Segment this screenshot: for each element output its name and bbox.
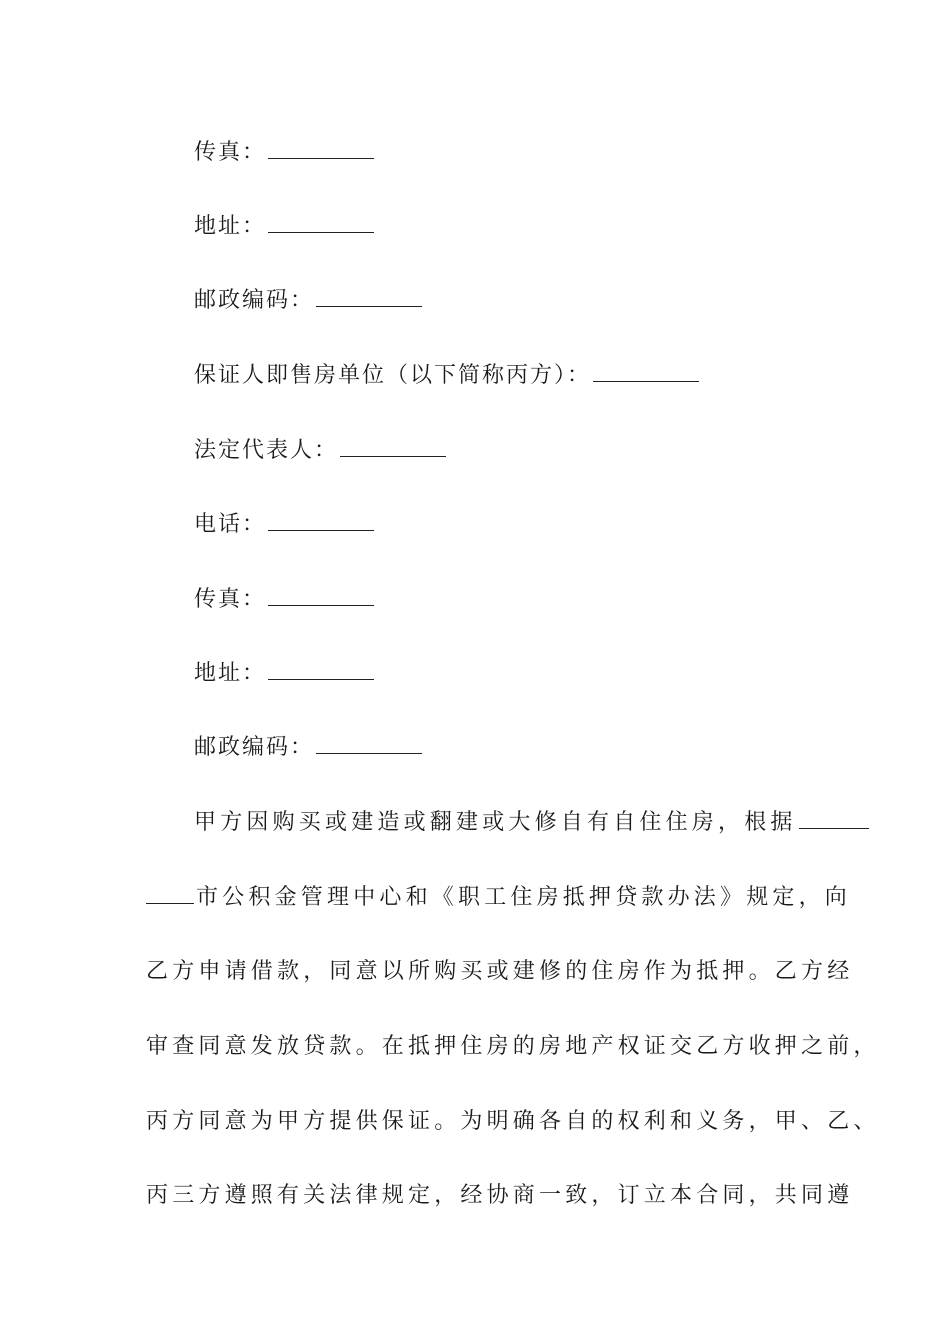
field-label: 地址：	[194, 661, 267, 686]
paragraph-text: 乙方申请借款，同意以所购买或建修的住房作为抵押。乙方经	[146, 959, 854, 984]
blank-line	[268, 212, 374, 233]
paragraph-text: 审查同意发放贷款。在抵押住房的房地产权证交乙方收押之前，	[146, 1034, 880, 1059]
paragraph-line	[146, 1181, 853, 1211]
field-label: 传真：	[194, 140, 267, 165]
blank-line	[340, 436, 446, 457]
address-field-1	[194, 212, 374, 242]
paragraph-text: 丙三方遵照有关法律规定，经协商一致，订立本合同，共同遵	[146, 1183, 854, 1208]
paragraph-line	[146, 1032, 880, 1062]
field-label: 地址：	[194, 214, 267, 239]
paragraph-text: 甲方因购买或建造或翻建或大修自有自住住房，根据	[194, 810, 797, 835]
address-field-2	[194, 659, 374, 689]
postal-code-field-2	[194, 733, 422, 763]
field-label: 电话：	[194, 512, 267, 537]
blank-line	[268, 585, 374, 606]
blank-line	[593, 361, 699, 382]
field-label: 保证人即售房单位（以下简称丙方）：	[194, 363, 592, 388]
fax-field-1	[194, 138, 374, 168]
paragraph-line	[146, 883, 851, 913]
paragraph-line	[146, 1107, 880, 1137]
field-label: 传真：	[194, 587, 267, 612]
fax-field-2	[194, 585, 374, 615]
paragraph-text: 市公积金管理中心和《职工住房抵押贷款办法》规定，向	[196, 885, 852, 910]
blank-line	[316, 286, 422, 307]
phone-field	[194, 510, 374, 540]
blank-line	[316, 733, 422, 754]
blank-line	[268, 138, 374, 159]
paragraph-text: 丙方同意为甲方提供保证。为明确各自的权利和义务，甲、乙、	[146, 1109, 880, 1134]
paragraph-line	[146, 957, 853, 987]
blank-line	[799, 808, 869, 829]
paragraph-line	[194, 808, 869, 838]
legal-representative-field	[194, 436, 446, 466]
field-label: 邮政编码：	[194, 288, 315, 313]
field-label: 法定代表人：	[194, 438, 339, 463]
postal-code-field-1	[194, 286, 422, 316]
blank-line	[146, 883, 194, 904]
field-label: 邮政编码：	[194, 735, 315, 760]
guarantor-field	[194, 361, 699, 391]
blank-line	[268, 510, 374, 531]
blank-line	[268, 659, 374, 680]
